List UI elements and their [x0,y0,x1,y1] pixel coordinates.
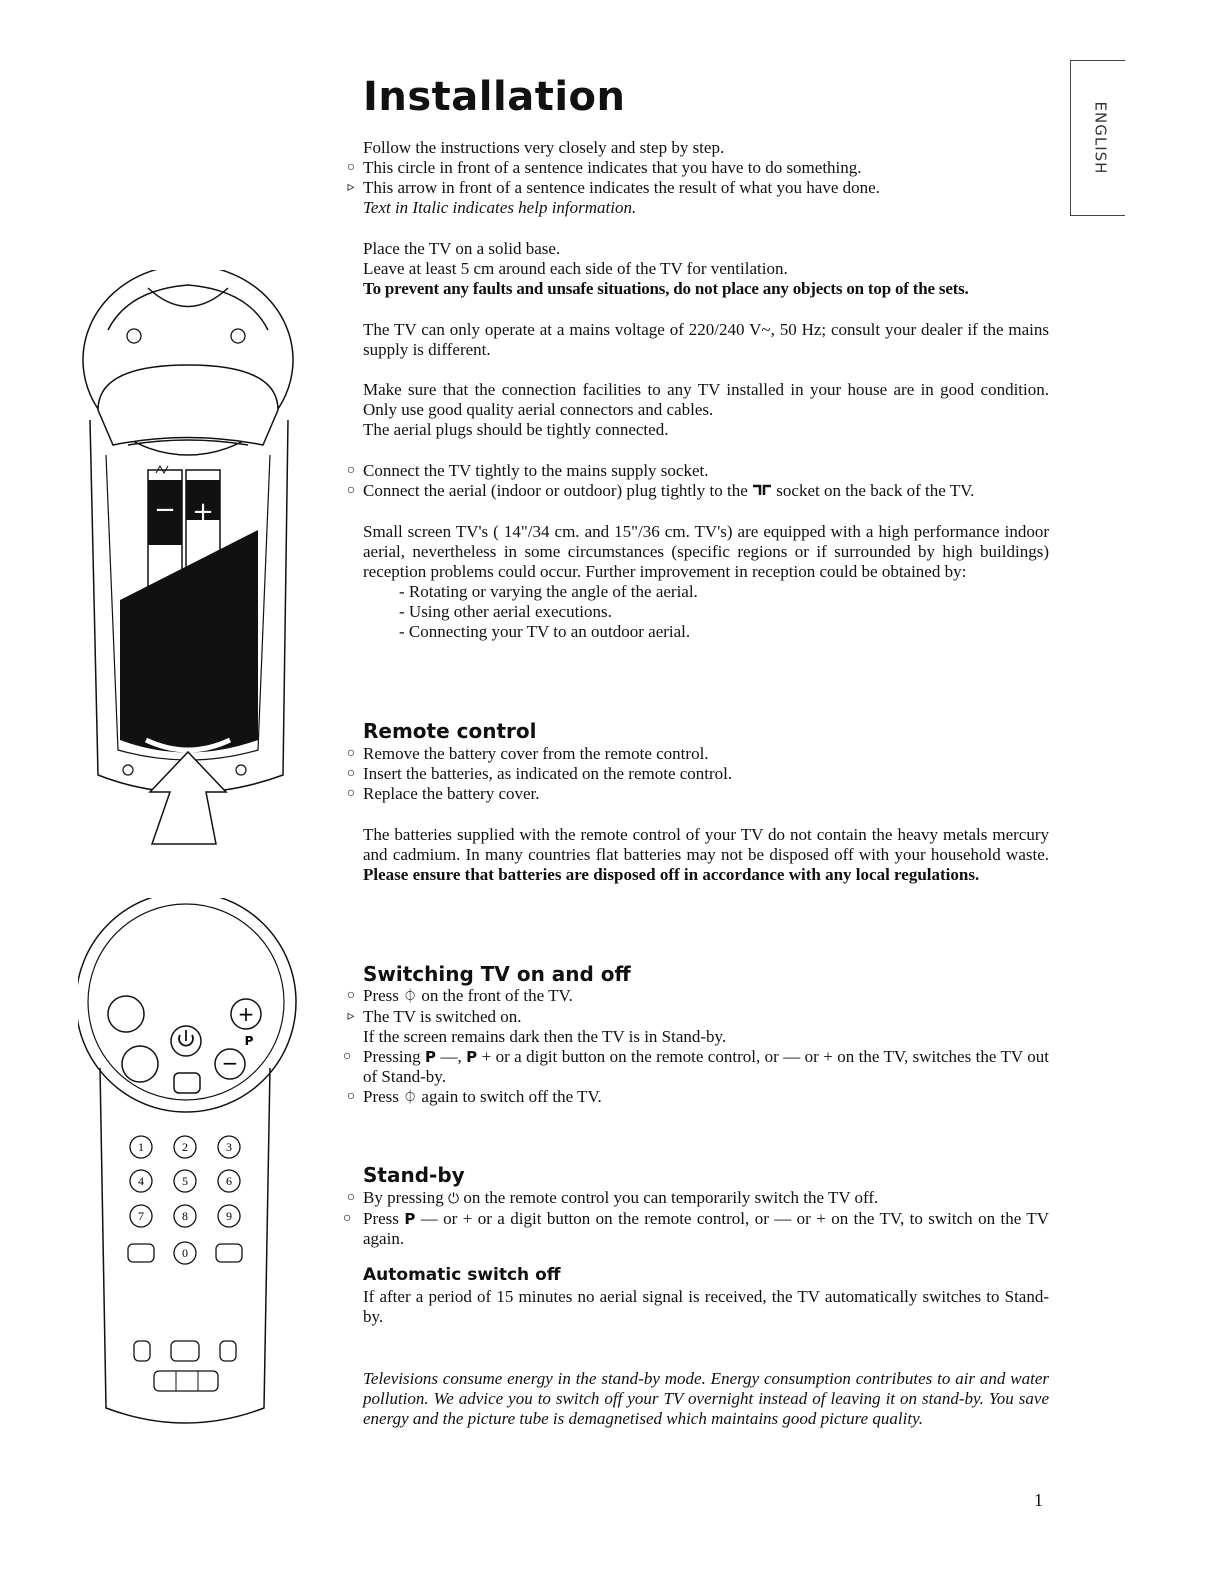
language-tab [1070,60,1125,216]
arrow-bullet-icon: ▹ [347,1009,355,1024]
page-number: 1 [1034,1490,1043,1510]
placement-line: Place the TV on a solid base. [363,239,561,258]
digit-8-label: 8 [182,1209,188,1223]
battery-minus-label: − [154,495,176,525]
arrow-bullet-icon: ▹ [347,180,355,195]
digit-1-label: 1 [138,1140,144,1154]
intro-block [346,138,1049,218]
battery-compartment-illustration [78,270,300,850]
remote-steps [346,744,1049,804]
list-item: ○ Replace the battery cover. [363,784,1049,804]
mains-paragraph: The TV can only operate at a mains voltage of 220/240 V~, 50 Hz; consult your dealer if the mains supply is different. [363,320,1049,359]
mains-power-icon: ⏀ [403,989,418,1005]
mains-power-icon: ⏀ [403,1090,418,1106]
circle-bullet-icon: ○ [346,463,356,478]
remote-control-heading: Remote control [363,719,537,743]
digit-3-label: 3 [226,1140,232,1154]
switching-steps [343,986,1049,1108]
list-item: ▹ The TV is switched on. [363,1007,1049,1027]
switching-heading: Switching TV on and off [363,962,631,986]
auto-off-heading: Automatic switch off [363,1265,561,1285]
placement-line: Leave at least 5 cm around each side of the TV for ventilation. [363,259,788,278]
standby-steps [343,1188,1050,1249]
small-screen-block [363,522,1049,642]
list-item: ○ Insert the batteries, as indicated on the remote control. [363,764,1049,784]
battery-note: The batteries supplied with the remote control of your TV do not contain the heavy metals mercury and cadmium. In many countries flat batteries may not be disposed off with your household waste. Please ensure that batteries are disposed off in accordance with any local regulations. [363,825,1049,884]
intro-arrow-line: ▹ This arrow in front of a sentence indicates the result of what you have done. [363,178,1049,198]
list-item: ○ Press ⏀ on the front of the TV. [363,986,1049,1007]
placement-warning: To prevent any faults and unsafe situations, do not place any objects on top of the sets. [363,279,969,298]
list-item: - Rotating or varying the angle of the aerial. [399,582,698,601]
circle-bullet-icon: ○ [346,766,356,781]
list-item: - Connecting your TV to an outdoor aerial. [399,622,691,641]
list-item: ○ Remove the battery cover from the remote control. [363,744,1049,764]
digit-2-label: 2 [182,1140,188,1154]
intro-circle-line: ○ This circle in front of a sentence indicates that you have to do something. [363,158,1049,178]
channel-plus-label: + [237,1002,255,1026]
standby-power-icon: ⏻ [448,1191,460,1207]
circle-bullet-icon: ○ [343,1049,352,1064]
list-item: ○ Press P — or + or a digit button on the remote control, or — or + on the TV, to switch on the TV again. [343,1209,1050,1248]
auto-off-paragraph: If after a period of 15 minutes no aerial signal is received, the TV automatically switches to Stand-by. [363,1287,1049,1326]
connect-steps [346,461,1049,502]
list-item: ○ Press ⏀ again to switch off the TV. [363,1087,1049,1108]
standby-heading: Stand-by [363,1163,465,1187]
aerial-socket-icon [752,484,772,500]
small-screen-paragraph: Small screen TV's ( 14"/34 cm. and 15"/36 cm. TV's) are equipped with a high performance indoor aerial, nevertheless in some circumstances (specific regions or if surrounded by high buildings) reception problems could occur. Further improvement in reception could be obtained by: [363,522,1049,581]
intro-italic-line: Text in Italic indicates help information. [363,198,637,217]
list-item: ○ Connect the TV tightly to the mains supply socket. [363,461,1049,481]
p-label: P [244,1034,254,1048]
battery-plus-label: + [192,497,214,527]
digit-4-label: 4 [138,1174,144,1188]
circle-bullet-icon: ○ [346,786,356,801]
page-title: Installation [363,74,626,120]
circle-bullet-icon: ○ [346,483,356,498]
list-item: - Using other aerial executions. [399,602,612,621]
switching-note: If the screen remains dark then the TV is in Stand-by. [363,1027,727,1046]
digit-9-label: 9 [226,1209,232,1223]
language-tab-label: ENGLISH [1091,101,1109,175]
placement-block [363,239,1049,299]
channel-minus-label: − [221,1051,239,1075]
list-item: ○ Pressing P —, P + or a digit button on the remote control, or — or + on the TV, switches the TV out of Stand-by. [343,1047,1049,1086]
digit-6-label: 6 [226,1174,232,1188]
circle-bullet-icon: ○ [343,1211,352,1226]
connection-paragraph: Make sure that the connection facilities to any TV installed in your house are in good condition. Only use good quality aerial connectors and cables. The aerial plugs should be tightly connected. [363,380,1049,439]
intro-line: Follow the instructions very closely and step by step. [363,138,725,157]
circle-bullet-icon: ○ [346,160,356,175]
list-item: ○ Connect the aerial (indoor or outdoor) plug tightly to the socket on the back of the TV. [363,481,1049,502]
list-item: ○ By pressing ⏻ on the remote control you can temporarily switch the TV off. [363,1188,1049,1209]
circle-bullet-icon: ○ [346,1190,356,1205]
digit-5-label: 5 [182,1174,188,1188]
remote-control-illustration [78,898,300,1438]
digit-7-label: 7 [138,1209,144,1223]
circle-bullet-icon: ○ [346,1089,356,1104]
circle-bullet-icon: ○ [346,746,356,761]
energy-note: Televisions consume energy in the stand-by mode. Energy consumption contributes to air and water pollution. We advice you to switch off your TV overnight instead of leaving it on stand-by. You save energy and the picture tube is demagnetised which maintains good picture quality. [363,1369,1049,1428]
digit-0-label: 0 [182,1246,188,1260]
circle-bullet-icon: ○ [346,988,356,1003]
